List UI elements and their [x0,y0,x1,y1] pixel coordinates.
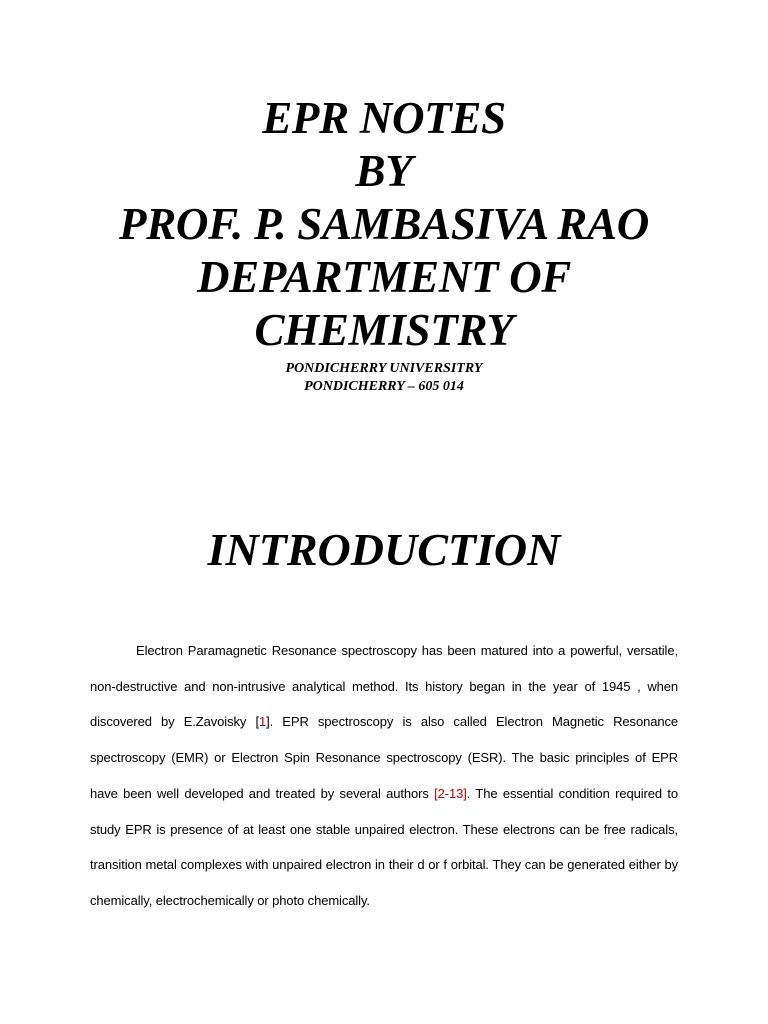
affiliation [0,360,768,396]
title-line-1: EPR NOTES [262,93,506,143]
title-line-4: DEPARTMENT OF [196,252,572,302]
title-line-5: CHEMISTRY [254,305,514,355]
section-heading: INTRODUCTION [207,524,561,575]
paragraph-text-1: Electron Paramagnetic Resonance spectroscopy has been matured into a powerful, versatile, non-destructive and non-intrusive analytical method. Its history began in the year of 1945 , when discovered by E.Zavoisky [ [90,643,678,730]
title-line-2: BY [355,146,413,196]
affiliation-line-1: PONDICHERRY UNIVERSITRY [285,361,483,376]
document-title [0,92,768,357]
paragraph-text-3: . The essential condition required to study EPR is presence of at least one stable unpaired electron. These electrons can be free radicals, transition metal complexes with unpaired electron in their d or f orbital. They can be generated either by chemically, electrochemically or photo chemically. [90,785,678,908]
paragraph-text-2: ]. EPR spectroscopy is also called Electron Magnetic Resonance spectroscopy (EMR) or Electron Spin Resonance spectroscopy (ESR). The basic principles of EPR have been well developed and treated by several authors [90,714,678,801]
intro-paragraph [90,633,678,919]
affiliation-line-2: PONDICHERRY – 605 014 [304,379,464,394]
title-line-3: PROF. P. SAMBASIVA RAO [119,199,649,249]
citation-link-1[interactable]: 1 [258,714,267,730]
citation-link-2-13[interactable]: [2-13] [434,785,467,801]
